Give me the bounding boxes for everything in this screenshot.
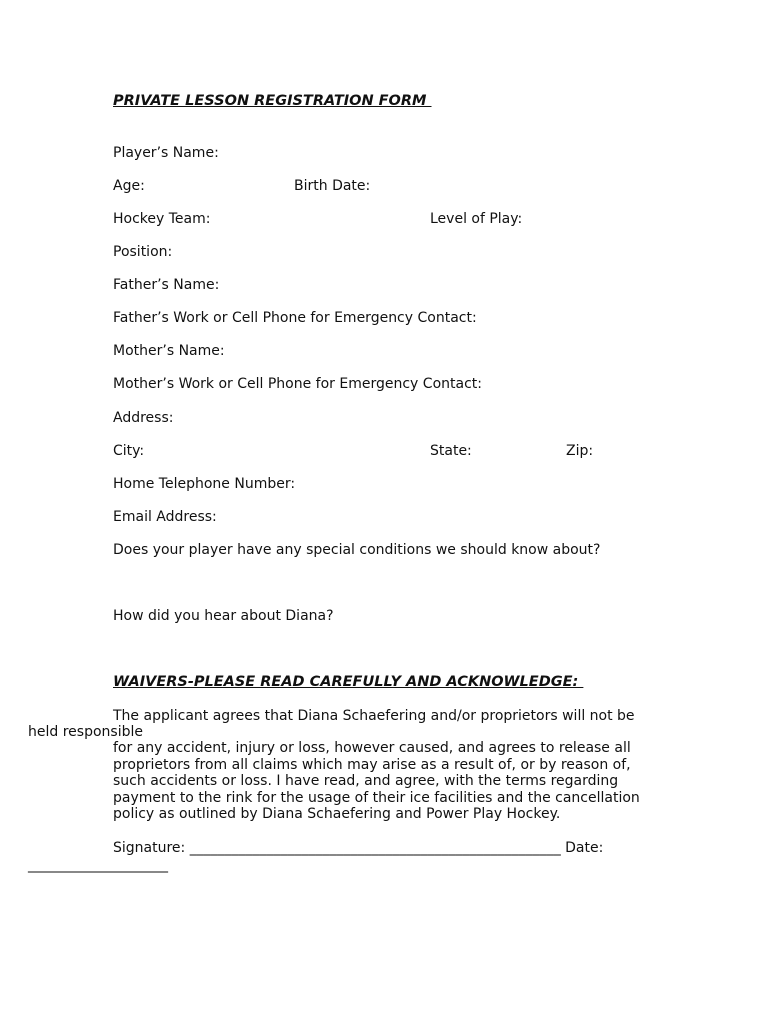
state-label: State: bbox=[430, 443, 472, 459]
form-title: PRIVATE LESSON REGISTRATION FORM bbox=[113, 93, 432, 109]
date-line: ____________________ bbox=[28, 857, 168, 873]
email-label: Email Address: bbox=[113, 509, 217, 525]
level-of-play-label: Level of Play: bbox=[430, 211, 523, 227]
age-label: Age: bbox=[113, 178, 145, 194]
waiver-paragraph: for any accident, injury or loss, however caused, and agrees to release all proprietors from all claims which may arise as a result of, or by reason of, such accidents or loss. I have read, and agree, with the terms regarding payment to the rink for the usage of their ice facilities and the cancellation policy as outlined by Diana Schaefering and Power Play Hockey. bbox=[113, 740, 640, 822]
city-label: City: bbox=[113, 443, 145, 459]
special-conditions-label: Does your player have any special conditions we should know about? bbox=[113, 542, 601, 558]
birth-date-label: Birth Date: bbox=[294, 178, 371, 194]
hear-about-label: How did you hear about Diana? bbox=[113, 608, 334, 624]
address-label: Address: bbox=[113, 410, 174, 426]
hockey-team-label: Hockey Team: bbox=[113, 211, 211, 227]
waiver-line-2: held responsible bbox=[28, 724, 143, 740]
zip-label: Zip: bbox=[566, 443, 594, 459]
mothers-name-label: Mother’s Name: bbox=[113, 343, 225, 359]
waiver-heading: WAIVERS-PLEASE READ CAREFULLY AND ACKNOWLEDGE: bbox=[113, 674, 584, 690]
home-phone-label: Home Telephone Number: bbox=[113, 476, 296, 492]
signature-line: Signature: _____________________________________________________ Date: bbox=[113, 840, 604, 856]
fathers-name-label: Father’s Name: bbox=[113, 277, 220, 293]
waiver-line-1: The applicant agrees that Diana Schaefering and/or proprietors will not be bbox=[113, 708, 635, 724]
players-name-label: Player’s Name: bbox=[113, 145, 219, 161]
position-label: Position: bbox=[113, 244, 173, 260]
mothers-phone-label: Mother’s Work or Cell Phone for Emergency Contact: bbox=[113, 376, 482, 392]
fathers-phone-label: Father’s Work or Cell Phone for Emergency Contact: bbox=[113, 310, 477, 326]
